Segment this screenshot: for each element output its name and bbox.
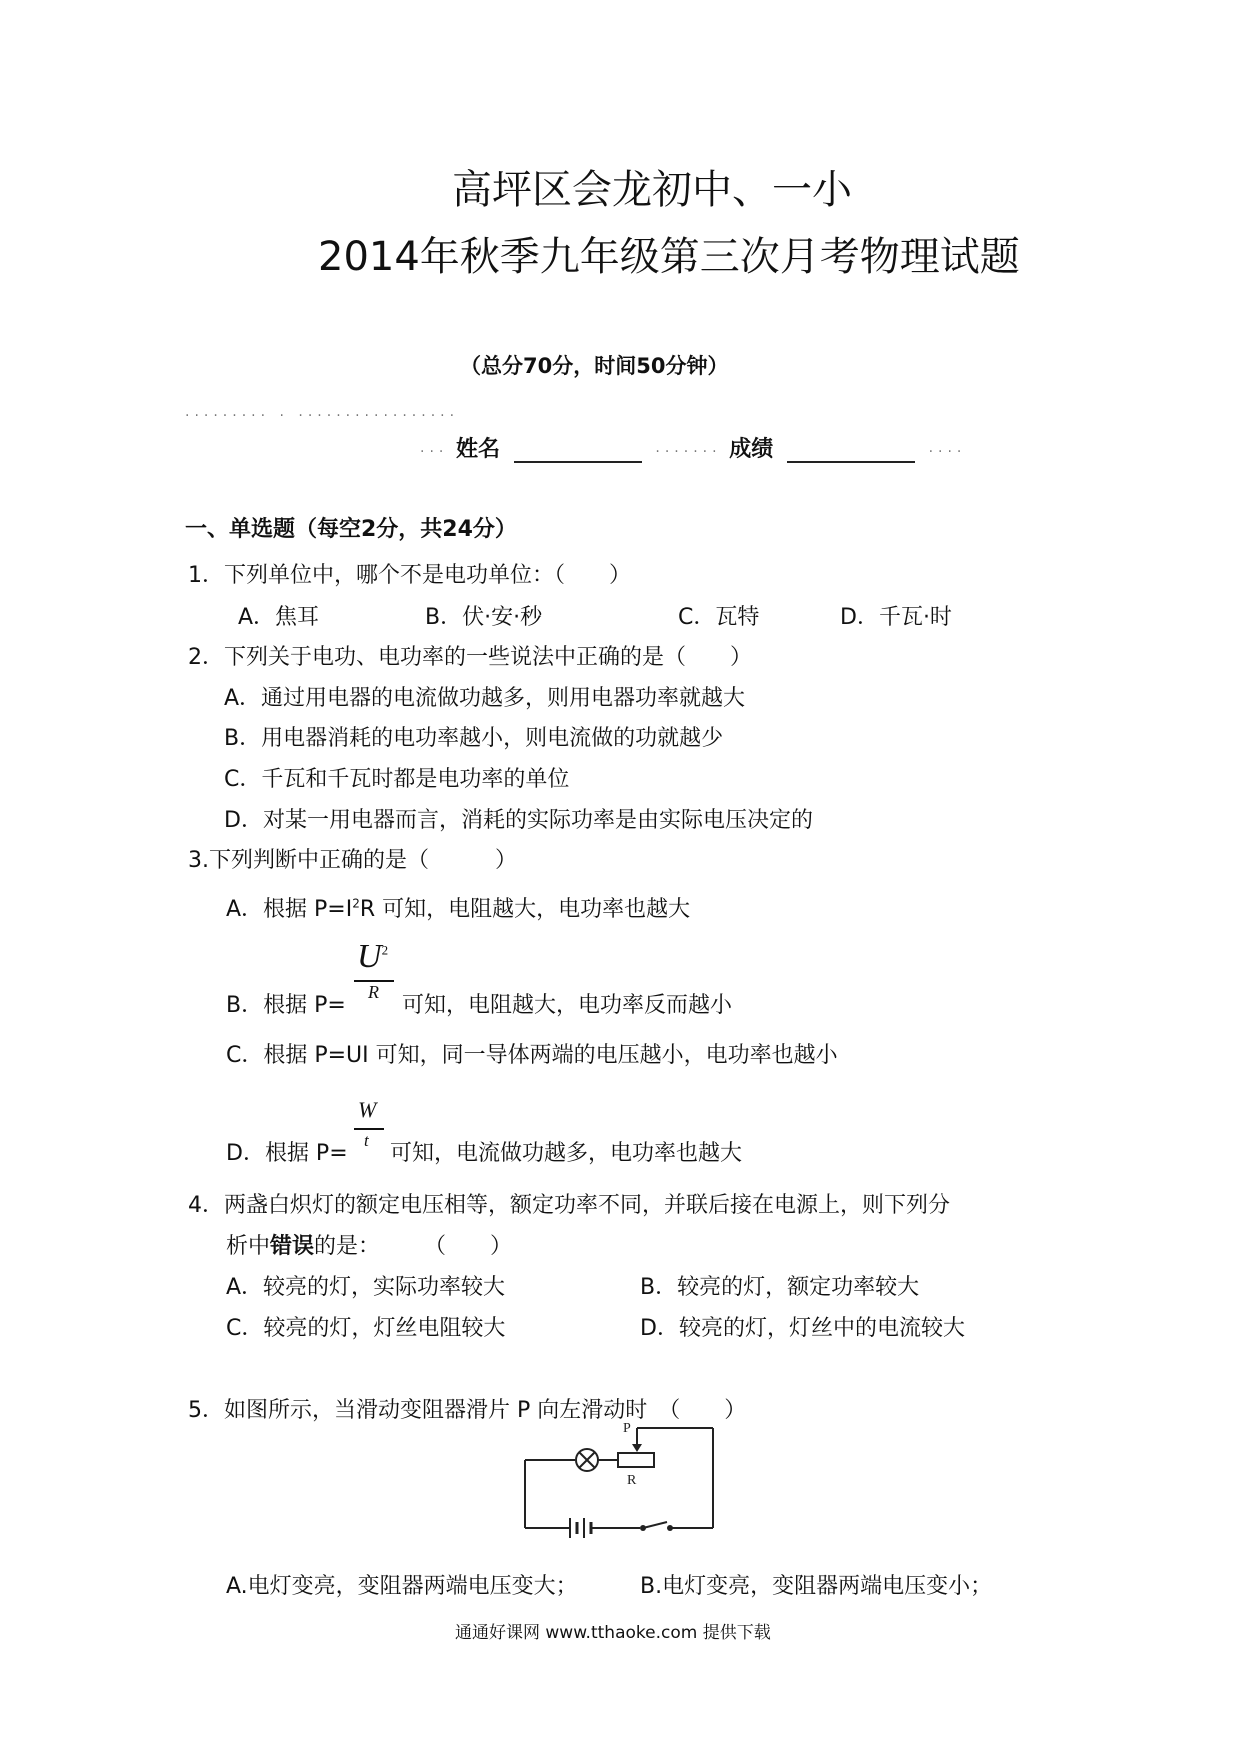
switch-symbol <box>640 1522 673 1531</box>
footer-text: 通通好课网 www.tthaoke.com 提供下载 <box>455 1623 771 1643</box>
q2-option-b: B．用电器消耗的电功率越小，则电流做的功就越少 <box>224 726 724 751</box>
q2-option-d: D．对某一用电器而言，消耗的实际功率是由实际电压决定的 <box>224 808 813 833</box>
q4-option-b: B．较亮的灯，额定功率较大 <box>640 1275 920 1300</box>
q3-b-prefix: B．根据 P= <box>226 993 346 1018</box>
q4-option-a: A．较亮的灯，实际功率较大 <box>226 1275 506 1300</box>
q2-stem: 2．下列关于电功、电功率的一些说法中正确的是（ ） <box>188 645 752 670</box>
slider-arrow <box>632 1444 642 1452</box>
q3-option-c: C．根据 P=UI 可知，同一导体两端的电压越小，电功率也越小 <box>226 1043 838 1068</box>
dotted-separator: ········· · ················· <box>185 408 460 424</box>
q3-option-a <box>226 892 690 923</box>
label-p: P <box>623 1421 631 1436</box>
q1-option-b: B．伏·安·秒 <box>425 605 543 630</box>
q3-d-prefix: D．根据 P= <box>226 1141 348 1166</box>
student-info-row <box>420 432 966 463</box>
q4-option-c: C．较亮的灯，灯丝电阻较大 <box>226 1316 506 1341</box>
q3-b-denominator: R <box>368 982 379 1002</box>
resistor-symbol <box>618 1453 654 1467</box>
q5-option-b: B.电灯变亮，变阻器两端电压变小； <box>640 1574 993 1599</box>
subtitle: （总分70分，时间50分钟） <box>460 354 729 378</box>
q3-b-num-letter: U <box>357 938 382 975</box>
q3-b-suffix: 可知，电阻越大，电功率反而越小 <box>402 993 733 1018</box>
q2-option-a: A．通过用电器的电流做功越多，则用电器功率就越大 <box>224 686 746 711</box>
label-r: R <box>627 1473 637 1488</box>
q3-d-numerator: W <box>358 1097 377 1122</box>
q3-b-num-sup: 2 <box>381 942 389 958</box>
score-blank[interactable] <box>787 441 915 463</box>
q3-a-superscript: 2 <box>352 896 360 911</box>
q3-a-suffix: R 可知，电阻越大，电功率也越大 <box>359 897 691 922</box>
q1-option-d: D．千瓦·时 <box>840 605 952 630</box>
q3-d-denominator: t <box>364 1131 369 1150</box>
q1-option-a: A．焦耳 <box>238 605 320 630</box>
q1-option-c: C．瓦特 <box>678 605 760 630</box>
name-blank[interactable] <box>514 441 642 463</box>
title-line-1: 高坪区会龙初中、一小 <box>452 167 852 213</box>
name-label: 姓名 <box>456 437 501 462</box>
dots-decoration: ···· <box>928 444 967 460</box>
q1-stem: 1．下列单位中，哪个不是电功单位：（ ） <box>188 563 631 588</box>
q4-stem-line-2 <box>226 1229 512 1260</box>
lamp-symbol <box>576 1449 598 1471</box>
q3-d-fraction-bar <box>354 1128 384 1130</box>
q2-option-c: C．千瓦和千瓦时都是电功率的单位 <box>224 767 570 792</box>
dots-decoration: ··· <box>420 444 449 460</box>
q4-stem-line-1: 4．两盏白炽灯的额定电压相等，额定功率不同，并联后接在电源上，则下列分 <box>188 1193 950 1218</box>
section-heading: 一、单选题（每空2分，共24分） <box>185 517 517 542</box>
circuit-diagram <box>515 1410 730 1540</box>
q5-stem: 5．如图所示，当滑动变阻器滑片 P 向左滑动时 （ ） <box>188 1398 747 1423</box>
q4-stem-prefix: 析中 <box>226 1234 271 1259</box>
q3-stem: 3.下列判断中正确的是（ ） <box>188 848 517 873</box>
q3-b-numerator <box>357 938 388 976</box>
battery-symbol <box>570 1518 591 1538</box>
title-line-2: 2014年秋季九年级第三次月考物理试题 <box>318 234 1020 280</box>
q4-option-d: D．较亮的灯，灯丝中的电流较大 <box>640 1316 965 1341</box>
q3-d-suffix: 可知，电流做功越多，电功率也越大 <box>390 1141 743 1166</box>
q4-stem-suffix: 的是： （ ） <box>314 1234 513 1259</box>
q3-a-prefix: A．根据 P=I <box>226 897 353 922</box>
q4-stem-emphasis: 错误 <box>270 1234 315 1259</box>
q5-option-a: A.电灯变亮，变阻器两端电压变大； <box>226 1574 578 1599</box>
score-label: 成绩 <box>729 437 774 462</box>
dots-decoration: ······· <box>655 444 722 460</box>
